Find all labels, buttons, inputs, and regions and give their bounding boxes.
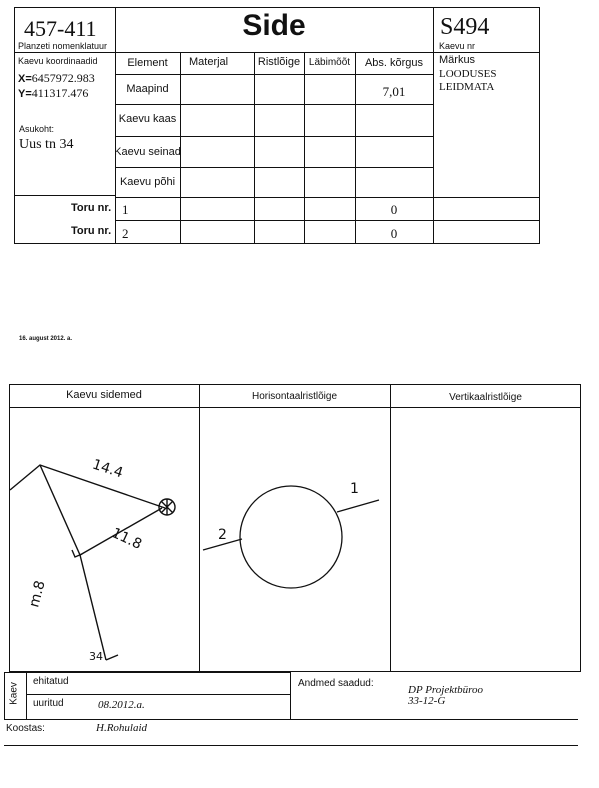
- row-element: Kaevu kaas: [118, 113, 177, 125]
- sketch-label: m.8: [26, 578, 49, 610]
- location-value: Uus tn 34: [19, 137, 74, 152]
- header-abs-height: Abs. kõrgus: [364, 57, 424, 69]
- divider: [26, 672, 27, 719]
- notes-line-2: LEIDMATA: [439, 81, 495, 93]
- notes-line-1: LOODUSES: [439, 68, 497, 80]
- row-element: Kaevu seinad: [114, 146, 181, 158]
- data-from-label: Andmed saadud:: [298, 678, 374, 689]
- pipe-number: 2: [122, 226, 129, 241]
- col-well-connections: Kaevu sidemed: [66, 389, 142, 401]
- location-label: Asukoht:: [19, 124, 55, 134]
- document-date: 16. august 2012. a.: [19, 336, 73, 342]
- header-material: Materjal: [189, 56, 229, 68]
- pipe-label: 1: [350, 481, 359, 497]
- coords-label: Kaevu koordinaadid: [18, 56, 98, 66]
- divider: [4, 719, 578, 720]
- divider: [290, 672, 291, 719]
- footer-side-label: Kaev: [8, 682, 20, 705]
- header-element: Element: [127, 57, 168, 69]
- well-number: S494: [440, 14, 490, 40]
- sketch-label: 34: [89, 650, 103, 663]
- notes-header: Märkus: [439, 54, 476, 66]
- y-label: Y=: [18, 88, 32, 100]
- x-label: X=: [18, 73, 32, 85]
- pipe-label: Toru nr.: [71, 225, 112, 237]
- surveyed-label: uuritud: [33, 698, 64, 709]
- row-element: Maapind: [126, 83, 169, 95]
- col-vertical-section: Vertikaalristlõige: [449, 392, 522, 403]
- row-element: Kaevu põhi: [119, 176, 176, 188]
- author-value: H.Rohulaid: [96, 722, 148, 734]
- row-abs-height: 7,01: [382, 84, 406, 99]
- header-diameter: Läbimõõt: [308, 57, 351, 68]
- surveyed-value: 08.2012.a.: [98, 699, 145, 711]
- well-circle: [240, 486, 342, 588]
- x-value: 6457972.983: [31, 71, 95, 85]
- data-from-line-1: DP Projektbüroo: [408, 684, 484, 696]
- nomenclature-label: Planzeti nomenklatuur: [18, 41, 108, 51]
- sketch-label: 14.4: [90, 456, 125, 482]
- pipe-number: 1: [122, 202, 129, 217]
- pipe-label: Toru nr.: [71, 202, 112, 214]
- footer-frame: [4, 672, 5, 719]
- pipe-label: 2: [218, 527, 227, 543]
- nomenclature-value: 457-411: [24, 16, 97, 41]
- data-from-line-2: 33-12-G: [408, 695, 446, 707]
- divider: [4, 745, 578, 746]
- page-title: Side: [242, 9, 306, 42]
- sketch-label: 11.8: [109, 525, 145, 553]
- built-label: ehitatud: [33, 676, 69, 687]
- pipe-abs-height: 0: [390, 226, 398, 241]
- y-value: 411317.476: [31, 86, 89, 100]
- divider: [26, 694, 290, 695]
- divider: [4, 672, 290, 673]
- well-number-label: Kaevu nr: [439, 41, 476, 51]
- col-horizontal-section: Horisontaalristlõige: [251, 391, 338, 402]
- pipe-line: [337, 500, 379, 512]
- pipe-abs-height: 0: [390, 202, 398, 217]
- author-label: Koostas:: [6, 723, 45, 734]
- header-cross-section: Ristlõige: [257, 56, 301, 68]
